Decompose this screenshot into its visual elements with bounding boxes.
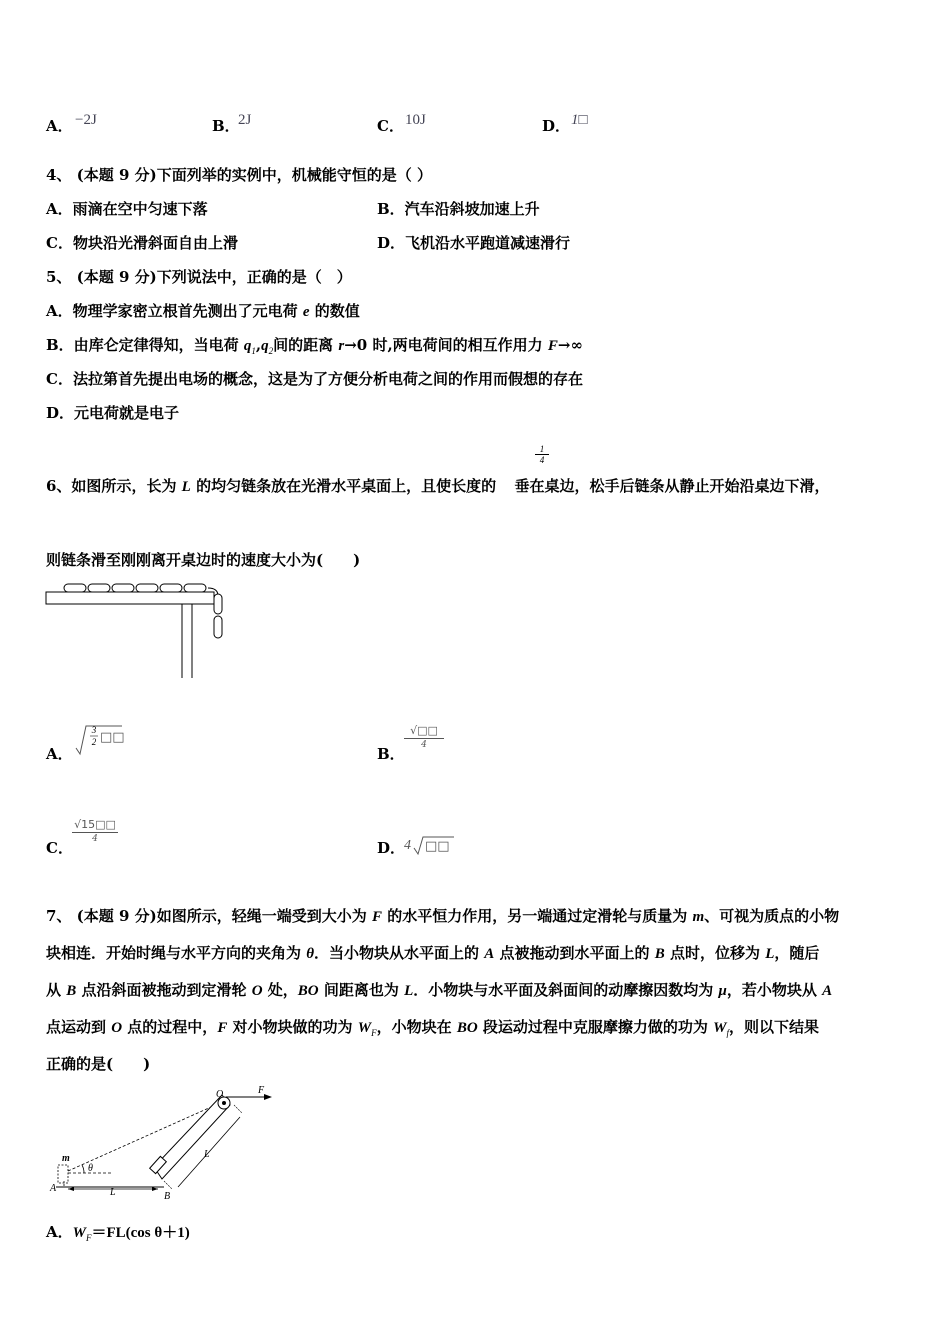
q5-option-b-q2: q [261,338,269,354]
q3-option-d [542,116,570,136]
q6-option-a-expr [74,720,134,760]
q5-option-a-post: 的数值 [309,302,360,320]
q7-line1-F: F [371,909,382,925]
q5-option-b-sub1: 1 [251,346,256,356]
q7-line3-a: 点沿斜面被拖动到定滑轮 [76,981,252,999]
q5-option-b [46,335,583,361]
q7-line4-O: O [111,1020,123,1036]
q7-line3-L: L [404,983,414,999]
q7-line4-BO: BO [456,1020,478,1036]
q7-line5: 正确的是( ) [46,1055,151,1073]
block-m [58,1165,68,1183]
q7-line1-pre: 7、 (本题 9 分)如图所示，轻绳一端受到大小为 [46,907,372,925]
q7-line2-post: ，随后 [774,944,820,962]
label-m: m [62,1153,70,1164]
q7-line2-A: A [484,946,495,962]
q6-chain-figure [44,578,234,680]
q7-option-a-expr: ＝FL(cos θ＋1) [91,1225,190,1241]
q7-option-a-label: A． [46,1223,73,1241]
q7-line3-c: 间距离也为 [318,981,405,999]
q4-option-a: A．雨滴在空中匀速下落 [46,200,208,218]
label-F: F [258,1085,265,1096]
q6-option-a-frac-num: 3 [91,725,97,735]
q7-line3-mu: μ [718,983,727,999]
q6-fraction-denominator: 4 [535,454,549,465]
q7-option-a-W: W [72,1225,86,1241]
q7-line3-O: O [251,983,263,999]
label-A: A [50,1183,57,1194]
q5-option-b-arrow: →0 时,两电荷间的相互作用力 [344,336,548,354]
q6-option-a-frac-den: 2 [91,737,97,747]
q7-line2-B: B [654,946,665,962]
q5-option-b-pre: B．由库仑定律得知，当电荷 [46,336,244,354]
q7-line3-B: B [66,983,77,999]
q7-line2 [46,943,819,964]
q7-line2-c: 点时，位移为 [664,944,766,962]
q3-option-c [377,116,404,136]
q7-incline-figure [46,1083,286,1205]
q6-fraction-numerator: 1 [539,444,545,454]
q4-stem: 4、 (本题 9 分)下面列举的实例中，机械能守恒的是（ ） [46,166,432,184]
q3-option-b-label: B． [212,117,240,135]
q7-option-a [46,1222,190,1248]
q6-line1-pre: 6、如图所示，长为 [46,477,182,495]
label-L2: L [204,1149,210,1160]
q7-line1-mid: 的水平恒力作用，另一端通过定滑轮与质量为 [381,907,693,925]
q4-option-d: D．飞机沿水平跑道减速滑行 [377,234,571,252]
q7-line3-b: 处， [262,981,298,999]
q7-line4-b: 对小物块做的功为 [227,1018,358,1036]
q7-line1-post: 、可视为质点的小物 [704,907,840,925]
q6-option-c-num: √15□□ [72,818,118,833]
q7-line2-b: 点被拖动到水平面上的 [494,944,655,962]
q6-option-d-label: D． [377,839,406,857]
q7-line4-fsub: f [726,1028,730,1038]
q6-option-d-expr [404,834,460,860]
q7-line3 [46,980,832,1001]
q5-option-b-sub2: 2 [268,346,274,356]
q6-option-d-coef: 4 [404,838,411,853]
q7-option-a-sub: F [85,1233,92,1243]
q5-option-b-comma: , [255,336,262,354]
q7-line3-A: A [822,983,833,999]
q7-line3-e: ，若小物块从 [726,981,823,999]
q3-option-b-value: 2J [238,112,252,128]
q5-option-b-q1: q [243,338,252,354]
q7-line2-a: ．当小物块从水平面上的 [314,944,485,962]
label-L1: L [110,1187,116,1198]
q7-line4-W2: W [713,1020,727,1036]
q5-option-d: D．元电荷就是电子 [46,404,180,422]
q7-line4-c: ，小物块在 [376,1018,457,1036]
q5-option-b-f: F [547,338,558,354]
q3-option-d-value: 1□ [571,112,588,128]
q7-line3-BO: BO [297,983,319,999]
q6-option-d-tail: □□ [425,839,450,854]
chain-on-table [64,584,206,592]
q4-option-c: C．物块沿光滑斜面自由上滑 [46,234,238,252]
q7-line2-pre: 块相连．开始时绳与水平方向的夹角为 [46,944,307,962]
q6-option-b-expr [404,724,444,758]
q7-line4-W: W [357,1020,372,1036]
q3-option-c-value: 10J [405,112,426,128]
table-top [46,592,214,604]
q5-option-b-inf: →∞ [557,336,583,354]
q7-line2-theta: θ [306,946,315,962]
q6-option-c-den: 4 [92,834,98,844]
q7-line4-pre: 点运动到 [46,1018,112,1036]
q3-option-a-value: −2J [75,112,97,128]
q3-option-d-label: D． [542,117,571,135]
q6-option-c-label: C． [46,839,73,857]
label-theta: θ [88,1163,93,1174]
q7-line4-a: 点的过程中， [122,1018,218,1036]
q3-option-b [212,116,240,136]
q5-option-b-r: r [338,338,345,354]
q6-option-a-label: A． [46,745,73,763]
q3-option-a [46,116,73,136]
q6-option-b-den: 4 [421,740,427,750]
q6-option-b-num: √□□ [404,724,444,739]
q7-line1 [46,906,839,927]
q6-option-a-tail: □□ [100,730,125,745]
q5-option-c: C．法拉第首先提出电场的概念，这是为了方便分析电荷之间的作用而假想的存在 [46,370,583,388]
q7-line2-L: L [765,946,775,962]
q6-stem-line2: 则链条滑至刚刚离开桌边时的速度大小为( ) [46,551,361,569]
q5-stem: 5、 (本题 9 分)下列说法中，正确的是（ ） [46,268,352,286]
q7-line4-F: F [217,1020,228,1036]
q7-line3-d: ．小物块与水平面及斜面间的动摩擦因数均为 [413,981,719,999]
q5-option-a [46,301,360,322]
q7-line4-d: 段运动过程中克服摩擦力做的功为 [477,1018,714,1036]
q6-line1-L: L [181,479,191,495]
q6-option-c-expr [72,818,118,852]
q6-line1-mid: 的均匀链条放在光滑水平桌面上，且使长度的 [190,477,502,495]
q7-line1-m: m [692,909,705,925]
q7-line4 [46,1017,819,1043]
incline-plank [154,1095,230,1179]
q3-option-a-label: A． [46,117,73,135]
chain-hanging [208,588,222,638]
q4-option-b: B．汽车沿斜坡加速上升 [377,200,540,218]
q6-stem-line1 [46,476,830,497]
q5-option-a-pre: A．物理学家密立根首先测出了元电荷 [46,302,303,320]
q5-option-b-mid: 间的距离 [273,336,339,354]
q6-line1-post: 垂在桌边，松手后链条从静止开始沿桌边下滑， [509,477,830,495]
q5-option-a-var: e [302,304,310,320]
q7-line4-post: ，则以下结果 [729,1018,820,1036]
label-B: B [164,1191,171,1202]
q7-line4-Fsub: F [371,1028,377,1038]
q6-option-b-label: B． [377,745,405,763]
label-O: O [216,1089,224,1100]
q7-line3-pre: 从 [46,981,67,999]
q6-fraction [535,444,549,465]
q3-option-c-label: C． [377,117,404,135]
